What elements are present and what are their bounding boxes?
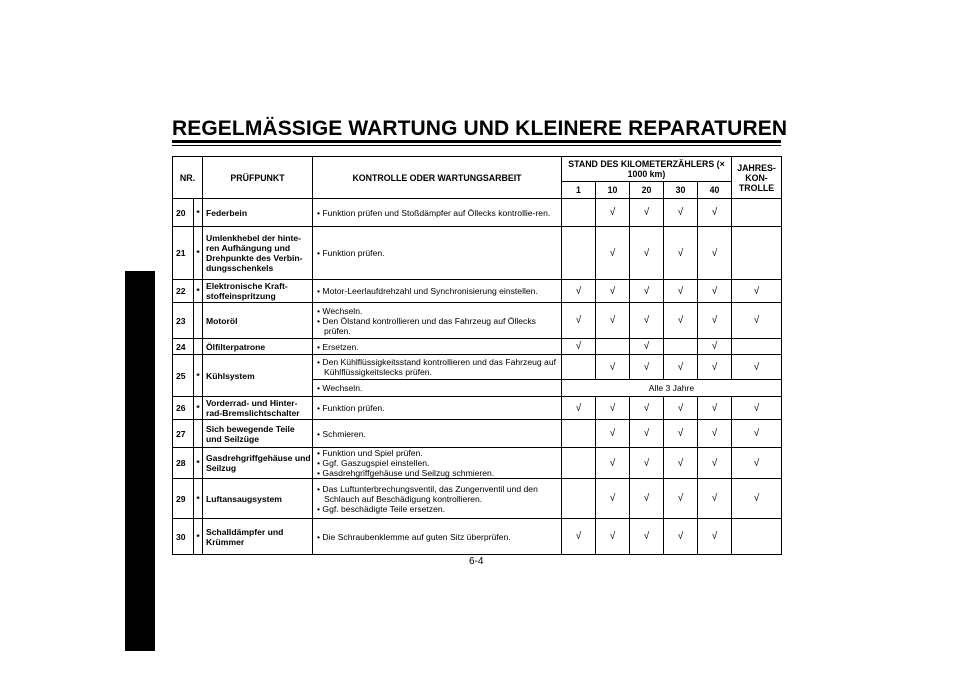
check-cell: √ (630, 227, 664, 280)
task-text: Schmieren. (322, 428, 366, 439)
check-cell: √ (596, 448, 630, 479)
check-cell (732, 339, 782, 355)
row-tasks (313, 355, 562, 380)
row-tasks (313, 519, 562, 555)
check-cell (562, 479, 596, 519)
header-km-30: 30 (664, 182, 698, 199)
header-nr: NR. (173, 157, 203, 199)
check-cell: √ (698, 519, 732, 555)
task-text: Den Kühlflüssigkeitsstand kontrollieren und das Fahrzeug auf Kühlflüssigkeitslecks prüfen. (322, 357, 557, 377)
table-row (173, 355, 782, 380)
row-number: 26 (173, 397, 194, 420)
check-cell: √ (698, 303, 732, 339)
check-cell: √ (596, 303, 630, 339)
title-rule (172, 140, 781, 143)
task-bullet: • Die Schraubenklemme auf guten Sitz überprüfen. (317, 531, 511, 542)
row-item: Schalldämpfer und Krümmer (203, 519, 313, 555)
check-cell (562, 199, 596, 227)
row-number: 28 (173, 448, 194, 479)
row-item: Vorderrad- und Hinter-rad-Bremslichtschalter (203, 397, 313, 420)
check-cell: √ (630, 420, 664, 448)
task-bullet: • Ggf. Gaszugspiel einstellen. (317, 458, 430, 468)
row-asterisk: * (194, 199, 203, 227)
row-asterisk: * (194, 479, 203, 519)
check-cell: √ (596, 280, 630, 303)
header-km-1: 1 (562, 182, 596, 199)
check-cell: √ (596, 355, 630, 380)
table-row (173, 339, 782, 355)
row-asterisk (194, 303, 203, 339)
check-cell: √ (630, 479, 664, 519)
check-cell (562, 227, 596, 280)
check-cell: √ (698, 227, 732, 280)
task-text: Gasdrehgriffgehäuse und Seilzug schmieren. (322, 468, 495, 478)
task-text: Die Schraubenklemme auf guten Sitz überprüfen. (322, 531, 511, 542)
check-cell (732, 227, 782, 280)
check-cell: √ (732, 355, 782, 380)
task-bullet: • Den Kühlflüssigkeitsstand kontrollieren und das Fahrzeug auf Kühlflüssigkeitslecks prüfen. (317, 357, 557, 377)
task-bullet: • Wechseln. (317, 383, 363, 393)
table-row (173, 303, 782, 339)
check-cell: √ (562, 280, 596, 303)
task-text: Ggf. beschädigte Teile ersetzen. (322, 503, 446, 514)
row-number: 22 (173, 280, 194, 303)
task-bullet: • Funktion prüfen. (317, 403, 385, 413)
check-cell: √ (732, 448, 782, 479)
check-cell (664, 339, 698, 355)
task-text: Funktion prüfen und Stoßdämpfer auf Öllecks kontrollie-ren. (322, 207, 551, 218)
check-cell: √ (630, 448, 664, 479)
task-bullet: • Funktion und Spiel prüfen. (317, 448, 423, 458)
row-item: Kühlsystem (203, 355, 313, 397)
check-cell: √ (732, 420, 782, 448)
row-number: 23 (173, 303, 194, 339)
check-cell: √ (732, 479, 782, 519)
maintenance-table (172, 156, 782, 555)
table-row (173, 519, 782, 555)
task-bullet: • Gasdrehgriffgehäuse und Seilzug schmieren. (317, 468, 495, 478)
row-asterisk: * (194, 519, 203, 555)
header-km-20: 20 (630, 182, 664, 199)
check-cell: √ (664, 303, 698, 339)
table-row (173, 397, 782, 420)
check-cell: √ (732, 303, 782, 339)
task-bullet: • Wechseln. (317, 305, 363, 316)
task-text: Funktion prüfen. (322, 403, 385, 413)
row-item: Sich bewegende Teile und Seilzüge (203, 420, 313, 448)
row-number: 25 (173, 355, 194, 397)
task-text: Wechseln. (322, 305, 363, 316)
row-tasks (313, 339, 562, 355)
header-kontrolle: KONTROLLE ODER WARTUNGSARBEIT (313, 157, 562, 199)
header-pruefpunkt: PRÜFPUNKT (203, 157, 313, 199)
task-text: Wechseln. (322, 383, 363, 393)
check-cell: √ (732, 397, 782, 420)
task-text: Den Ölstand kontrollieren und das Fahrzeug auf Öllecks prüfen. (322, 315, 536, 336)
row-item: Federbein (203, 199, 313, 227)
header-km-40: 40 (698, 182, 732, 199)
check-cell (596, 339, 630, 355)
check-cell: √ (698, 280, 732, 303)
row-item: Luftansaugsystem (203, 479, 313, 519)
check-cell: √ (698, 448, 732, 479)
task-text: Funktion prüfen. (322, 248, 385, 258)
check-cell: √ (596, 397, 630, 420)
row-tasks (313, 303, 562, 339)
page-title: REGELMÄSSIGE WARTUNG UND KLEINERE REPARATUREN (172, 117, 788, 140)
header-km-10: 10 (596, 182, 630, 199)
check-cell: √ (698, 355, 732, 380)
check-cell: √ (596, 479, 630, 519)
interval-note: Alle 3 Jahre (562, 380, 782, 397)
row-item: Ölfilterpatrone (203, 339, 313, 355)
task-text: Motor-Leerlaufdrehzahl und Synchronisierung einstellen. (322, 286, 538, 296)
check-cell: √ (664, 280, 698, 303)
row-tasks (313, 380, 562, 397)
row-tasks (313, 420, 562, 448)
row-number: 24 (173, 339, 194, 355)
row-tasks (313, 199, 562, 227)
row-tasks (313, 280, 562, 303)
check-cell: √ (664, 420, 698, 448)
check-cell: √ (630, 397, 664, 420)
check-cell: √ (596, 199, 630, 227)
task-bullet: • Das Luftunterbrechungsventil, das Zungenventil und den Schlauch auf Beschädigung kontrollieren. (317, 483, 538, 504)
row-asterisk: * (194, 227, 203, 280)
task-bullet: • Schmieren. (317, 428, 366, 439)
row-asterisk (194, 339, 203, 355)
table-row (173, 448, 782, 479)
row-tasks (313, 227, 562, 280)
page-number: 6-4 (469, 556, 484, 567)
check-cell: √ (630, 199, 664, 227)
check-cell: √ (664, 448, 698, 479)
task-bullet: • Ersetzen. (317, 341, 359, 352)
check-cell: √ (664, 199, 698, 227)
check-cell: √ (630, 303, 664, 339)
task-bullet: • Motor-Leerlaufdrehzahl und Synchronisierung einstellen. (317, 286, 538, 296)
row-tasks (313, 479, 562, 519)
check-cell (562, 420, 596, 448)
check-cell: √ (698, 479, 732, 519)
header-jahres: JAHRES-KON-TROLLE (732, 157, 782, 199)
check-cell: √ (630, 339, 664, 355)
check-cell (562, 448, 596, 479)
check-cell: √ (664, 227, 698, 280)
check-cell: √ (664, 479, 698, 519)
check-cell: √ (698, 397, 732, 420)
table-row (173, 479, 782, 519)
check-cell: √ (630, 355, 664, 380)
row-tasks (313, 448, 562, 479)
row-asterisk: * (194, 397, 203, 420)
check-cell: √ (664, 397, 698, 420)
check-cell: √ (664, 519, 698, 555)
row-number: 30 (173, 519, 194, 555)
check-cell: √ (562, 397, 596, 420)
table-row (173, 420, 782, 448)
row-item: Motoröl (203, 303, 313, 339)
row-asterisk: * (194, 355, 203, 397)
row-item: Umlenkhebel der hinte-ren Aufhängung und Drehpunkte des Verbin-dungsschenkels (203, 227, 313, 280)
row-number: 20 (173, 199, 194, 227)
task-text: Ersetzen. (322, 341, 359, 352)
check-cell: √ (562, 519, 596, 555)
task-bullet: • Ggf. beschädigte Teile ersetzen. (317, 503, 446, 514)
title-rule-thin (172, 145, 781, 146)
check-cell: √ (630, 519, 664, 555)
row-number: 29 (173, 479, 194, 519)
task-text: Funktion und Spiel prüfen. (322, 448, 423, 458)
check-cell: √ (732, 280, 782, 303)
task-text: Ggf. Gaszugspiel einstellen. (322, 458, 430, 468)
header-stand: STAND DES KILOMETERZÄHLERS (× 1000 km) (562, 157, 732, 182)
table-row (173, 199, 782, 227)
row-asterisk (194, 420, 203, 448)
task-bullet: • Funktion prüfen und Stoßdämpfer auf Öllecks kontrollie-ren. (317, 207, 551, 218)
row-number: 21 (173, 227, 194, 280)
task-bullet: • Den Ölstand kontrollieren und das Fahrzeug auf Öllecks prüfen. (317, 315, 536, 336)
row-tasks (313, 397, 562, 420)
check-cell: √ (562, 339, 596, 355)
check-cell: √ (562, 303, 596, 339)
check-cell: √ (596, 227, 630, 280)
check-cell: √ (664, 355, 698, 380)
row-item: Elektronische Kraft-stoffeinspritzung (203, 280, 313, 303)
check-cell: √ (698, 339, 732, 355)
section-tab-number: 6 (255, 568, 263, 583)
check-cell: √ (596, 519, 630, 555)
check-cell (732, 199, 782, 227)
row-asterisk: * (194, 448, 203, 479)
table-row (173, 227, 782, 280)
row-asterisk: * (194, 280, 203, 303)
check-cell: √ (596, 420, 630, 448)
check-cell: √ (698, 420, 732, 448)
task-text: Das Luftunterbrechungsventil, das Zungenventil und den Schlauch auf Beschädigung kontrollieren. (322, 483, 538, 504)
row-number: 27 (173, 420, 194, 448)
check-cell (562, 355, 596, 380)
check-cell (732, 519, 782, 555)
task-bullet: • Funktion prüfen. (317, 248, 385, 258)
table-row (173, 280, 782, 303)
row-item: Gasdrehgriffgehäuse und Seilzug (203, 448, 313, 479)
check-cell: √ (698, 199, 732, 227)
check-cell: √ (630, 280, 664, 303)
